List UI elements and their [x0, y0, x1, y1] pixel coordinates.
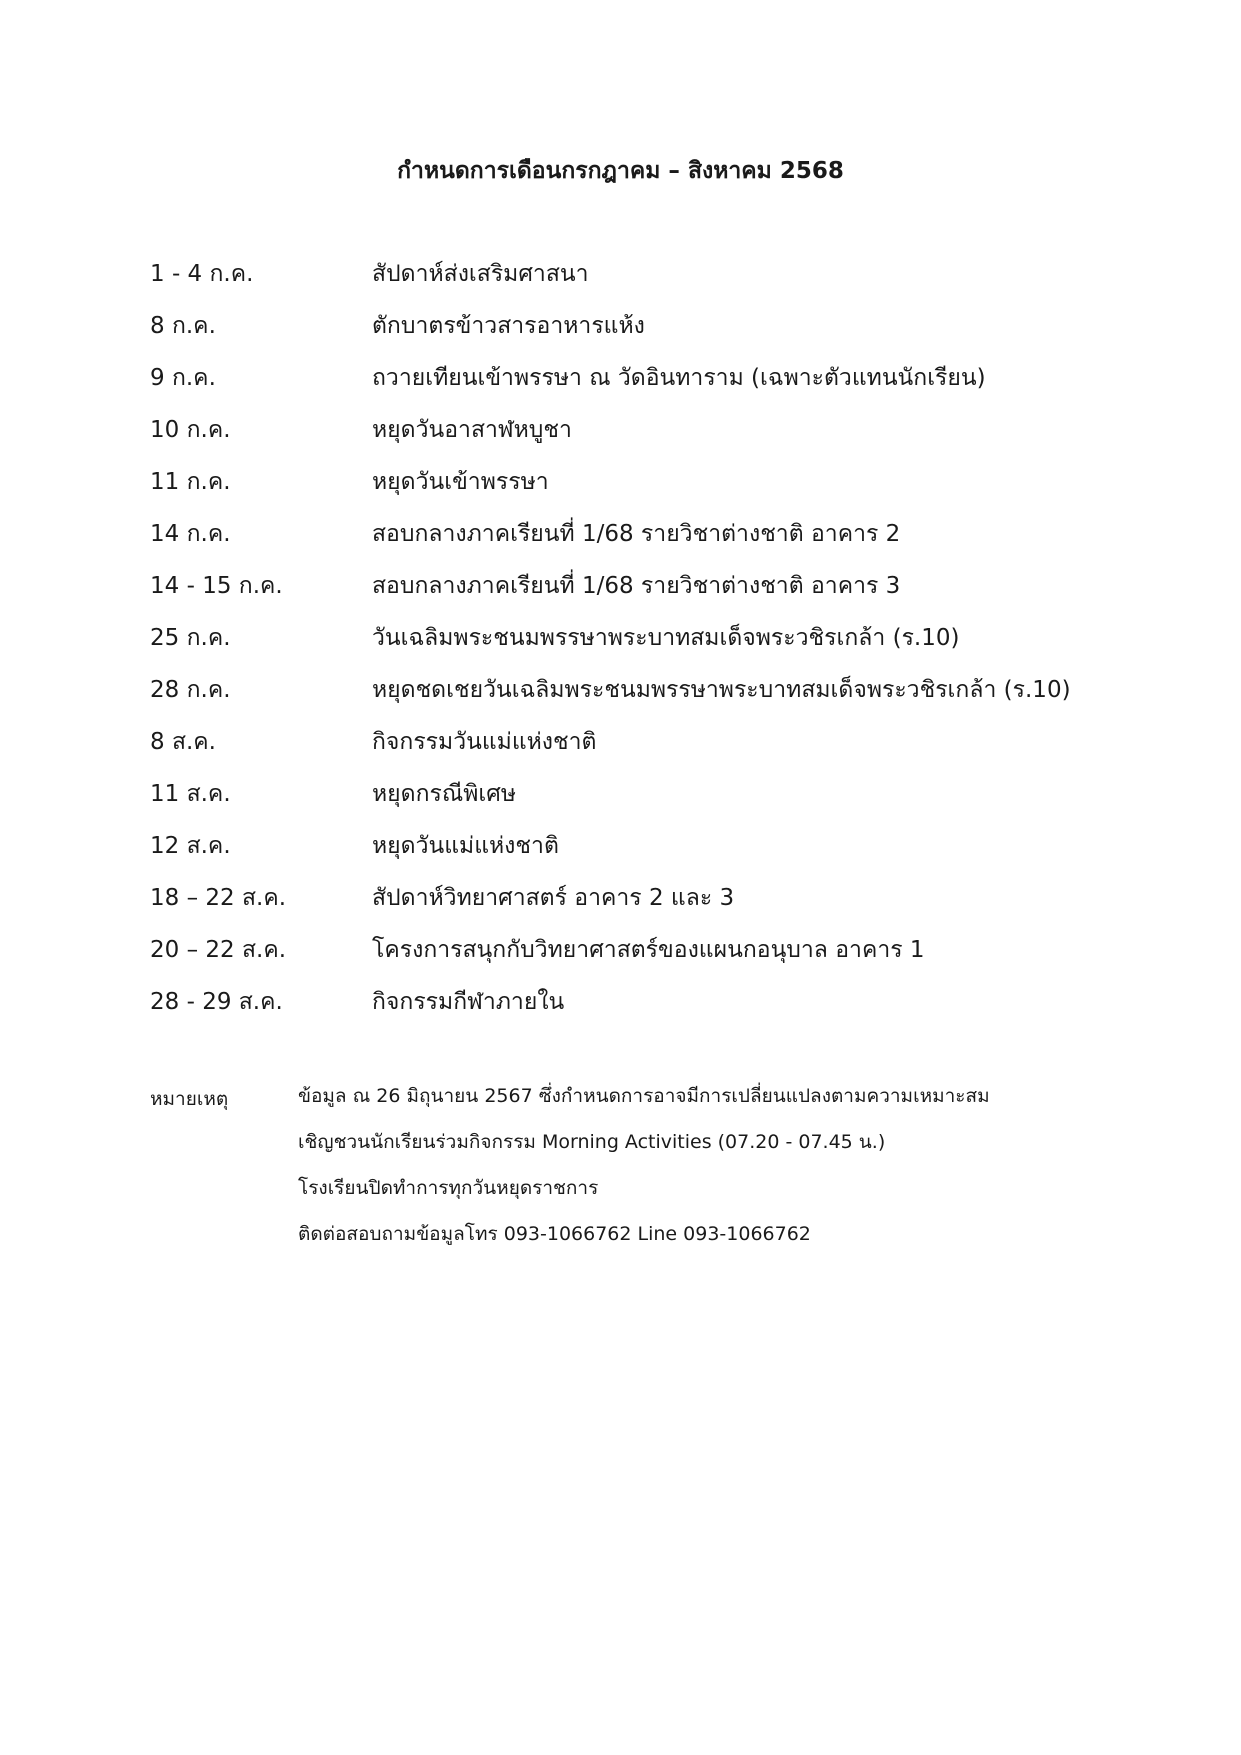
schedule-date: 8 ก.ค.: [150, 313, 216, 339]
schedule-row: [150, 612, 1071, 664]
schedule-event: ถวายเทียนเข้าพรรษา ณ วัดอินทาราม (เฉพาะตัวแทนนักเรียน): [372, 365, 986, 391]
note-item: ข้อมูล ณ 26 มิถุนายน 2567 ซึ่งกำหนดการอาจมีการเปลี่ยนแปลงตามความเหมาะสม: [298, 1085, 990, 1107]
schedule-row: [150, 352, 1071, 404]
schedule-event: สัปดาห์ส่งเสริมศาสนา: [372, 261, 589, 287]
schedule-row: [150, 508, 1071, 560]
schedule-date: 14 ก.ค.: [150, 521, 231, 547]
schedule-date: 25 ก.ค.: [150, 625, 231, 651]
schedule-row: [150, 976, 1071, 1028]
schedule-event: หยุดวันเข้าพรรษา: [372, 469, 549, 495]
schedule-date: 28 - 29 ส.ค.: [150, 989, 283, 1015]
schedule-event: กิจกรรมวันแม่แห่งชาติ: [372, 729, 597, 755]
schedule-date: 28 ก.ค.: [150, 677, 231, 703]
schedule-event: สัปดาห์วิทยาศาสตร์ อาคาร 2 และ 3: [372, 885, 735, 911]
schedule-date: 14 - 15 ก.ค.: [150, 573, 283, 599]
schedule-date: 10 ก.ค.: [150, 417, 231, 443]
schedule-event: วันเฉลิมพระชนมพรรษาพระบาทสมเด็จพระวชิรเกล้า (ร.10): [372, 625, 960, 651]
schedule-row: [150, 560, 1071, 612]
schedule-date: 1 - 4 ก.ค.: [150, 261, 254, 287]
schedule-row: [150, 300, 1071, 352]
schedule-row: [150, 248, 1071, 300]
schedule-row: [150, 820, 1071, 872]
notes-list: [298, 1084, 990, 1268]
schedule-row: [150, 924, 1071, 976]
schedule-row: [150, 456, 1071, 508]
schedule-row: [150, 872, 1071, 924]
schedule-row: [150, 404, 1071, 456]
schedule-event: หยุดชดเชยวันเฉลิมพระชนมพรรษาพระบาทสมเด็จพระวชิรเกล้า (ร.10): [372, 677, 1071, 703]
note-item: ติดต่อสอบถามข้อมูลโทร 093-1066762 Line 093-1066762: [298, 1223, 811, 1245]
note-item: โรงเรียนปิดทำการทุกวันหยุดราชการ: [298, 1177, 599, 1199]
schedule-date: 11 ส.ค.: [150, 781, 231, 807]
schedule-event: หยุดวันอาสาฬหบูชา: [372, 417, 572, 443]
schedule-row: [150, 664, 1071, 716]
schedule-list: [150, 248, 1071, 1028]
schedule-event: โครงการสนุกกับวิทยาศาสตร์ของแผนกอนุบาล อาคาร 1: [372, 937, 925, 963]
note-item: เชิญชวนนักเรียนร่วมกิจกรรม Morning Activities (07.20 - 07.45 น.): [298, 1131, 886, 1153]
schedule-date: 18 – 22 ส.ค.: [150, 885, 287, 911]
document-title: กำหนดการเดือนกรกฎาคม – สิงหาคม 2568: [397, 158, 844, 184]
schedule-date: 12 ส.ค.: [150, 833, 231, 859]
notes-label: หมายเหตุ: [150, 1088, 229, 1110]
schedule-date: 20 – 22 ส.ค.: [150, 937, 287, 963]
schedule-date: 11 ก.ค.: [150, 469, 231, 495]
schedule-event: หยุดวันแม่แห่งชาติ: [372, 833, 559, 859]
schedule-date: 8 ส.ค.: [150, 729, 216, 755]
schedule-event: กิจกรรมกีฬาภายใน: [372, 989, 565, 1015]
schedule-date: 9 ก.ค.: [150, 365, 216, 391]
schedule-row: [150, 768, 1071, 820]
schedule-event: หยุดกรณีพิเศษ: [372, 781, 516, 807]
schedule-row: [150, 716, 1071, 768]
schedule-event: ตักบาตรข้าวสารอาหารแห้ง: [372, 313, 645, 339]
schedule-event: สอบกลางภาคเรียนที่ 1/68 รายวิชาต่างชาติ อาคาร 3: [372, 573, 901, 599]
schedule-event: สอบกลางภาคเรียนที่ 1/68 รายวิชาต่างชาติ อาคาร 2: [372, 521, 901, 547]
